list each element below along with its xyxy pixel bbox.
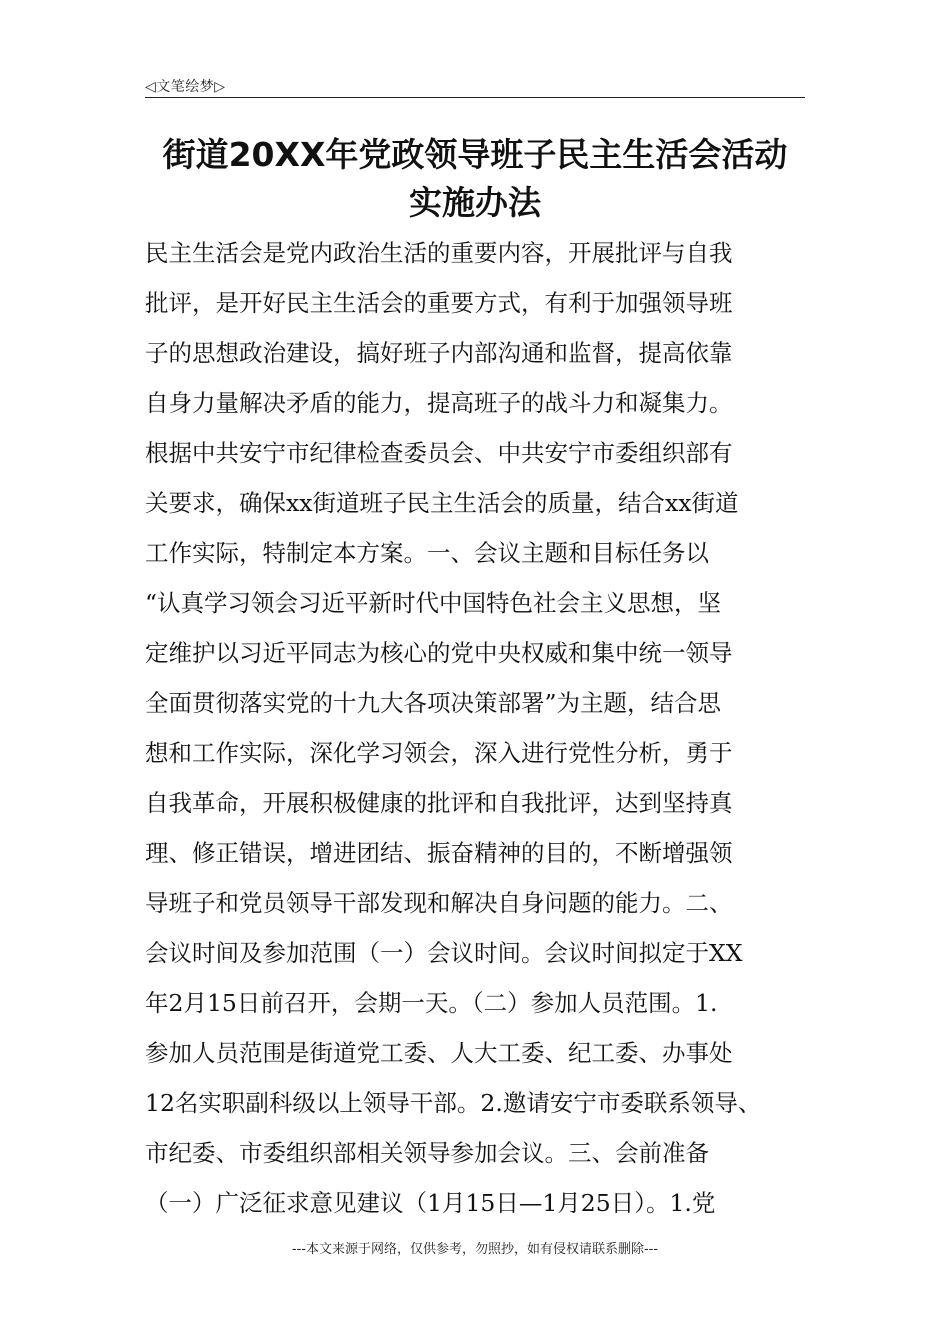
body-line: 工作实际，特制定本方案。一、会议主题和目标任务以	[145, 539, 709, 567]
footer-disclaimer: ---本文来源于网络，仅供参考，勿照抄，如有侵权请联系删除---	[291, 1242, 659, 1257]
body-line: 全面贯彻落实党的十九大各项决策部署”为主题，结合思	[145, 689, 722, 717]
title-line-1: 街道20XX年党政领导班子民主生活会活动	[162, 135, 788, 174]
body-line: 民主生活会是党内政治生活的重要内容，开展批评与自我	[145, 239, 733, 267]
body-line: 参加人员范围是街道党工委、人大工委、纪工委、办事处	[145, 1039, 733, 1067]
body-line: 定维护以习近平同志为核心的党中央权威和集中统一领导	[145, 639, 733, 667]
body-line: 自身力量解决矛盾的能力，提高班子的战斗力和凝集力。	[145, 389, 733, 417]
header-divider	[145, 97, 805, 98]
body-line: 关要求，确保xx街道班子民主生活会的质量，结合xx街道	[145, 489, 739, 517]
title-line-2: 实施办法	[409, 183, 541, 222]
document-title	[145, 131, 805, 227]
body-line: 12名实职副科级以上领导干部。2.邀请安宁市委联系领导、	[145, 1089, 762, 1117]
document-body	[145, 228, 810, 1228]
body-line: 市纪委、市委组织部相关领导参加会议。三、会前准备	[145, 1139, 709, 1167]
body-line: 批评，是开好民主生活会的重要方式，有利于加强领导班	[145, 289, 733, 317]
body-line: “认真学习领会习近平新时代中国特色社会主义思想，坚	[145, 589, 722, 617]
header-watermark: ◁文笔绘梦▷	[145, 79, 226, 95]
body-line: 子的思想政治建设，搞好班子内部沟通和监督，提高依靠	[145, 339, 733, 367]
body-line: 想和工作实际，深化学习领会，深入进行党性分析，勇于	[145, 739, 733, 767]
body-line: 导班子和党员领导干部发现和解决自身问题的能力。二、	[145, 889, 733, 917]
body-line: 自我革命，开展积极健康的批评和自我批评，达到坚持真	[145, 789, 733, 817]
body-line: 理、修正错误，增进团结、振奋精神的目的，不断增强领	[145, 839, 733, 867]
body-line: （一）广泛征求意见建议（1月15日—1月25日）。1.党	[145, 1189, 716, 1217]
body-line: 年2月15日前召开，会期一天。（二）参加人员范围。1.	[145, 989, 718, 1017]
body-line: 会议时间及参加范围（一）会议时间。会议时间拟定于XX	[145, 939, 743, 967]
body-line: 根据中共安宁市纪律检查委员会、中共安宁市委组织部有	[145, 439, 733, 467]
